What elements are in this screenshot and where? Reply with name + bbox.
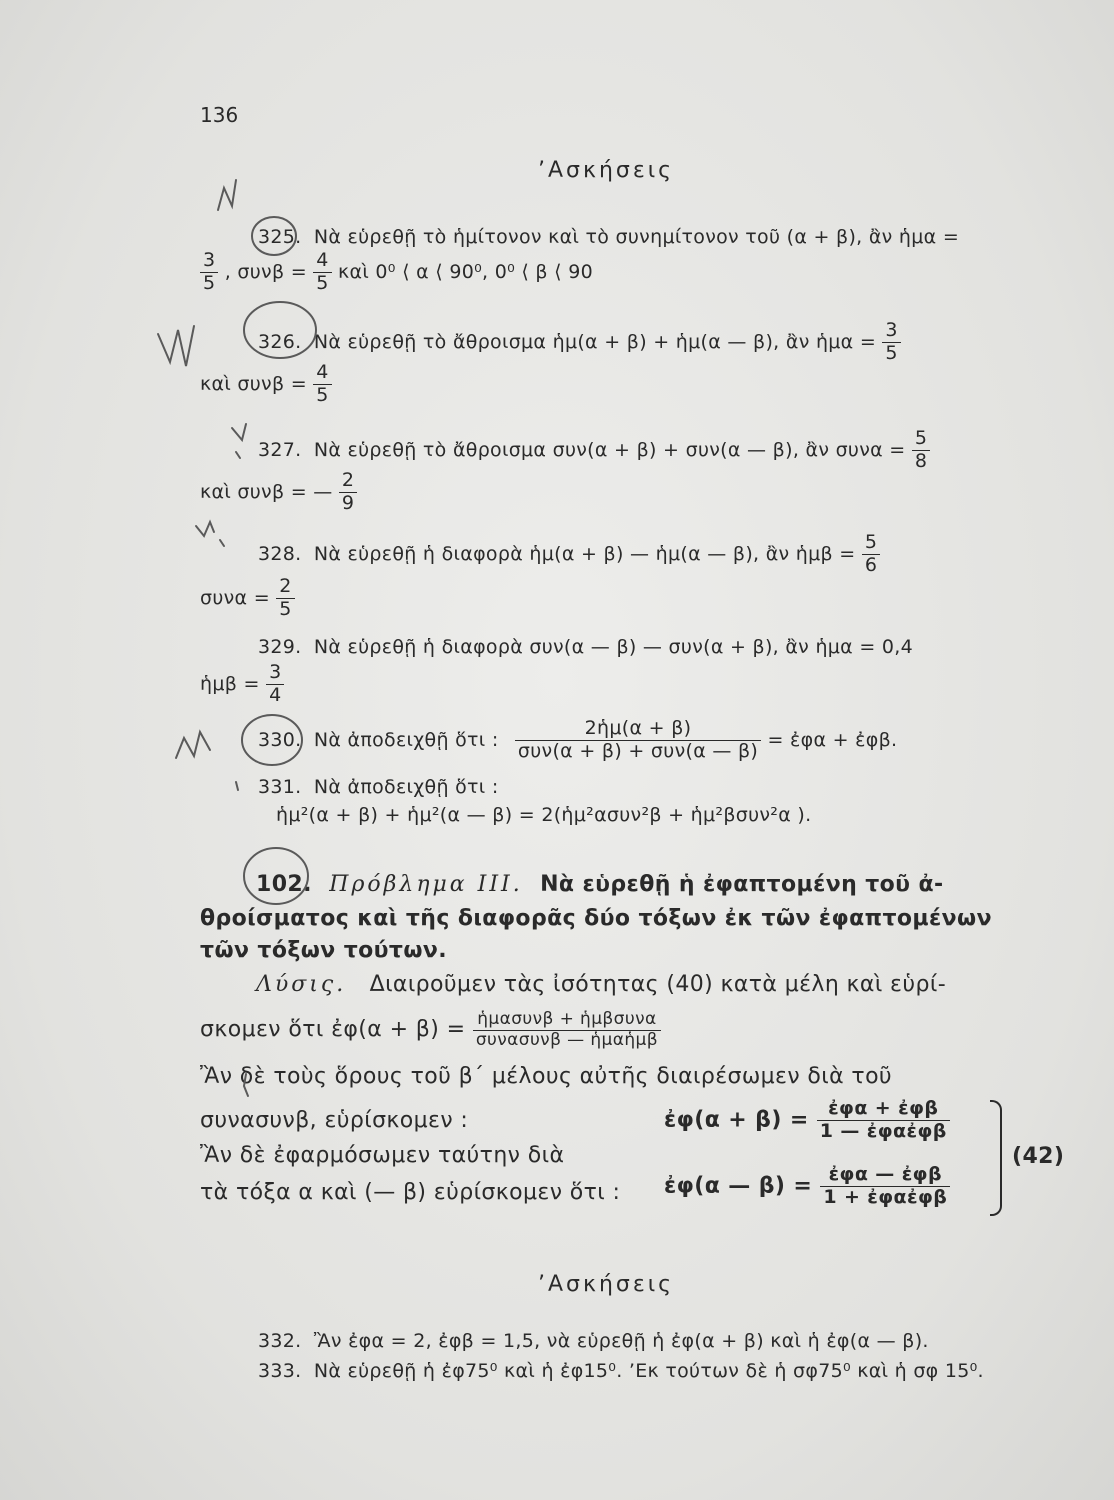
check-mark-325 [218, 180, 236, 210]
equation-brace [990, 1100, 1002, 1216]
text-fragment: συνα = [200, 586, 270, 609]
fraction: $\frac{\text{2ἡμ(α + β)}}{\text{συν(α + β) + συν(α — β)}}$ [515, 718, 761, 763]
check-mark-328 [196, 522, 224, 546]
exercise-329 [258, 636, 913, 658]
exercise-text: Νὰ εὑρεθῇ τὸ ἄθροισμα ἡμ(α + β) + ἡμ(α — β), ἂν ἡμα = [313, 330, 877, 353]
solution-line2 [200, 1010, 661, 1050]
section-heading-exercises-2: ’Ασκήσεις [538, 1272, 675, 1297]
equation-lhs: ἐφ(α + β) = [664, 1107, 809, 1133]
section-heading-exercises: ’Ασκήσεις [538, 158, 675, 183]
equation-tan-difference [664, 1164, 950, 1209]
exercise-text: Νὰ εὑρεθῇ ἡ διαφορὰ ἡμ(α + β) — ἡμ(α — β), ἂν ἡμβ = [313, 542, 856, 565]
problem-label: Πρόβλημα III. [329, 872, 523, 897]
exercise-329-line2 [200, 662, 284, 707]
exercise-328 [258, 532, 880, 577]
fraction: $\frac{\text{ἐφα + ἐφβ}}{\text{1 — ἐφαἐφβ}}$ [817, 1098, 950, 1143]
exercise-number: 328. [258, 542, 302, 565]
fraction: $\frac{3}{5}$ [882, 320, 900, 365]
solution-line5: Ἂν δὲ ἐφαρμόσωμεν ταύτην διὰ [200, 1143, 565, 1168]
equation-label: (42) [1012, 1144, 1065, 1169]
exercise-326 [258, 320, 901, 365]
check-mark-330 [176, 732, 210, 758]
exercise-text: Νὰ ἀποδειχθῇ ὅτι : [313, 728, 499, 751]
exercise-333 [258, 1360, 984, 1382]
fraction: $\frac{5}{8}$ [912, 428, 930, 473]
exercise-number: 331. [258, 776, 302, 798]
exercise-text: Νὰ εὑρεθῇ ἡ διαφορὰ συν(α — β) — συν(α + β), ἂν ἡμα = 0,4 [313, 636, 914, 658]
equation-lhs: ἐφ(α — β) = [664, 1173, 813, 1199]
text-fragment: σκομεν ὅτι ἐφ(α + β) = [200, 1017, 466, 1043]
check-mark-326 [158, 326, 194, 366]
exercise-number: 330. [258, 728, 302, 751]
exercise-text: Νὰ εὑρεθῇ τὸ ἄθροισμα συν(α + β) + συν(α — β), ἂν συνα = [313, 438, 906, 461]
problem-102-line3: τῶν τόξων τούτων. [200, 938, 448, 963]
problem-102-line2: θροίσματος καὶ τῆς διαφορᾶς δύο τόξων ἐκ τῶν ἐφαπτομένων [200, 906, 992, 931]
solution-line4: συνασυνβ, εὑρίσκομεν : [200, 1108, 469, 1133]
solution-label: Λύσις. [256, 972, 347, 997]
exercise-text: Νὰ εὑρεθῇ τὸ ἡμίτονον καὶ τὸ συνημίτονον τοῦ (α + β), ἂν ἡμα = [313, 226, 960, 248]
text-fragment: Διαιροῦμεν τὰς ἰσότητας (40) κατὰ μέλη καὶ εὑρί- [369, 972, 947, 997]
exercise-331 [258, 776, 499, 798]
solution-line3: Ἂν δὲ τοὺς ὅρους τοῦ β΄ μέλους αὐτῆς διαιρέσωμεν διὰ τοῦ [200, 1064, 893, 1089]
exercise-number: 332. [258, 1330, 302, 1352]
exercise-328-line2 [200, 576, 295, 621]
solution-line6: τὰ τόξα α καὶ (— β) εὑρίσκομεν ὅτι : [200, 1180, 621, 1205]
equation-tan-sum [664, 1098, 950, 1143]
text-fragment: ἡμβ = [200, 672, 260, 695]
text-fragment: καὶ 0⁰ ⟨ α ⟨ 90⁰, 0⁰ ⟨ β ⟨ 90 [338, 260, 593, 283]
fraction: $\frac{3}{5}$ [200, 250, 218, 295]
solution-line1 [256, 972, 946, 997]
exercise-327 [258, 428, 930, 473]
exercise-number: 329. [258, 636, 302, 658]
exercise-text: Νὰ εὑρεθῇ ἡ ἐφ75⁰ καὶ ἡ ἐφ15⁰. ’Εκ τούτων δὲ ἡ σφ75⁰ καὶ ἡ σφ 15⁰. [313, 1360, 984, 1382]
fraction: $\frac{5}{6}$ [862, 532, 880, 577]
exercise-325 [258, 226, 959, 248]
exercise-number: 325. [258, 226, 302, 248]
check-mark-327 [232, 424, 246, 458]
exercise-number: 333. [258, 1360, 302, 1382]
fraction: $\frac{4}{5}$ [313, 250, 331, 295]
text-fragment: καὶ συνβ = — [200, 480, 333, 503]
fraction: $\frac{\text{ἐφα — ἐφβ}}{\text{1 + ἐφαἐφβ}}$ [820, 1164, 950, 1209]
exercise-text: Ἂν ἐφα = 2, ἐφβ = 1,5, νὰ εὑρεθῇ ἡ ἐφ(α + β) καὶ ἡ ἐφ(α — β). [313, 1330, 929, 1352]
problem-text: Νὰ εὑρεθῇ ἡ ἐφαπτομένη τοῦ ἀ- [540, 872, 944, 897]
fraction: $\frac{4}{5}$ [313, 362, 331, 407]
exercise-number: 326. [258, 330, 302, 353]
fraction: $\frac{\text{ἡμασυνβ + ἡμβσυνα}}{\text{συνασυνβ — ἡμαἡμβ}}$ [473, 1010, 661, 1050]
exercise-327-line2 [200, 470, 357, 515]
text-fragment: καὶ συνβ = [200, 372, 307, 395]
exercise-number: 327. [258, 438, 302, 461]
fraction: $\frac{2}{9}$ [339, 470, 357, 515]
text-fragment: , συνβ = [224, 260, 307, 283]
page-number: 136 [200, 103, 239, 127]
text-fragment: = ἐφα + ἐφβ. [767, 728, 898, 751]
exercise-331-formula: ἡμ²(α + β) + ἡμ²(α — β) = 2(ἡμ²ασυν²β + ἡμ²βσυν²α ). [276, 804, 812, 826]
check-mark-331 [236, 782, 238, 790]
exercise-325-line2 [200, 250, 593, 295]
exercise-text: Νὰ ἀποδειχθῇ ὅτι : [313, 776, 499, 798]
exercise-332 [258, 1330, 929, 1352]
exercise-330 [258, 718, 897, 763]
fraction: $\frac{3}{4}$ [266, 662, 284, 707]
exercise-326-line2 [200, 362, 332, 407]
problem-102-line1 [256, 872, 944, 897]
problem-number: 102. [256, 872, 312, 897]
fraction: $\frac{2}{5}$ [276, 576, 294, 621]
